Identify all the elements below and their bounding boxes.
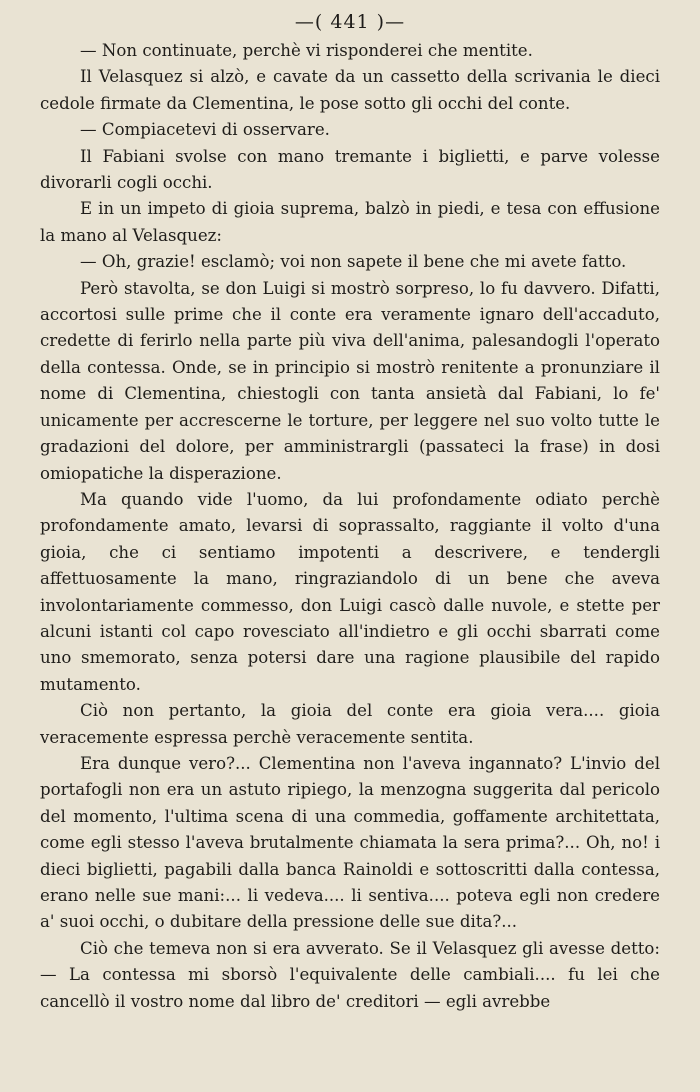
paragraph: — Oh, grazie! esclamò; voi non sapete il bene che mi avete fatto. [80,252,627,272]
paragraph: — Compiacetevi di osservare. [80,120,330,140]
page-number: —( 441 )— [294,11,406,33]
paragraph: Era dunque vero?... Clementina non l'aveva ingannato? L'invio del portafogli non era un astuto ripiego, la menzogna suggerita dal pericolo del momento, l'ultima scena di una commedia, goffamente architettata, come egli stesso l'aveva brutalmente chiamata la sera prima?... Oh, no! i dieci biglietti, pagabili dalla banca Rainoldi e sottoscritti dalla contessa, erano nelle sue mani:... li vedeva.... li sentiva.... poteva egli non credere a' suoi occhi, o dubitare della pressione delle sue dita?... [40,753,660,932]
paragraph: Ciò che temeva non si era avverato. Se il Velasquez gli avesse detto: — La contessa mi sborsò l'equivalente delle cambiali.... fu lei che cancellò il vostro nome dal libro de' creditori — egli avrebbe [40,938,660,1011]
paragraph: Però stavolta, se don Luigi si mostrò sorpreso, lo fu davvero. Difatti, accortosi sulle prime che il conte era veramente ignaro dell'accaduto, credette di ferirlo nella parte più viva dell'anima, palesandogli l'operato della contessa. Onde, se in principio si mostrò renitente a pronunziare il nome di Clementina, chiestogli con tanta ansietà dal Fabiani, lo fe' unicamente per accrescerne le torture, per leggere nel suo volto tutte le gradazioni del dolore, per amministrargli (passateci la frase) in dosi omiopatiche la disperazione. [40,278,660,483]
paragraph: Ma quando vide l'uomo, da lui profondamente odiato perchè profondamente amato, levarsi di soprassalto, raggiante il volto d'una gioia, che ci sentiamo impotenti a descrivere, e tendergli affettuosamente la mano, ringraziandolo di un bene che aveva involontariamente commesso, don Luigi cascò dalle nuvole, e stette per alcuni istanti col capo rovesciato all'indietro e gli occhi sbarrati come uno smemorato, senza potersi dare una ragione plausibile del rapido mutamento. [40,489,660,694]
paragraph: Il Fabiani svolse con mano tremante i biglietti, e parve volesse divorarli cogli occhi. [40,146,660,193]
paragraph: — Non continuate, perchè vi risponderei che mentite. [80,41,533,60]
paragraph: Ciò non pertanto, la gioia del conte era gioia vera.... gioia veracemente espressa perchè veracemente sentita. [40,701,660,747]
paragraph: Il Velasquez si alzò, e cavate da un cassetto della scrivania le dieci cedole firmate da Clementina, le pose sotto gli occhi del conte. [40,67,660,113]
paragraph: E in un impeto di gioia suprema, balzò in piedi, e tesa con effusione la mano al Velasquez: [40,199,660,245]
page-body [40,38,660,1015]
